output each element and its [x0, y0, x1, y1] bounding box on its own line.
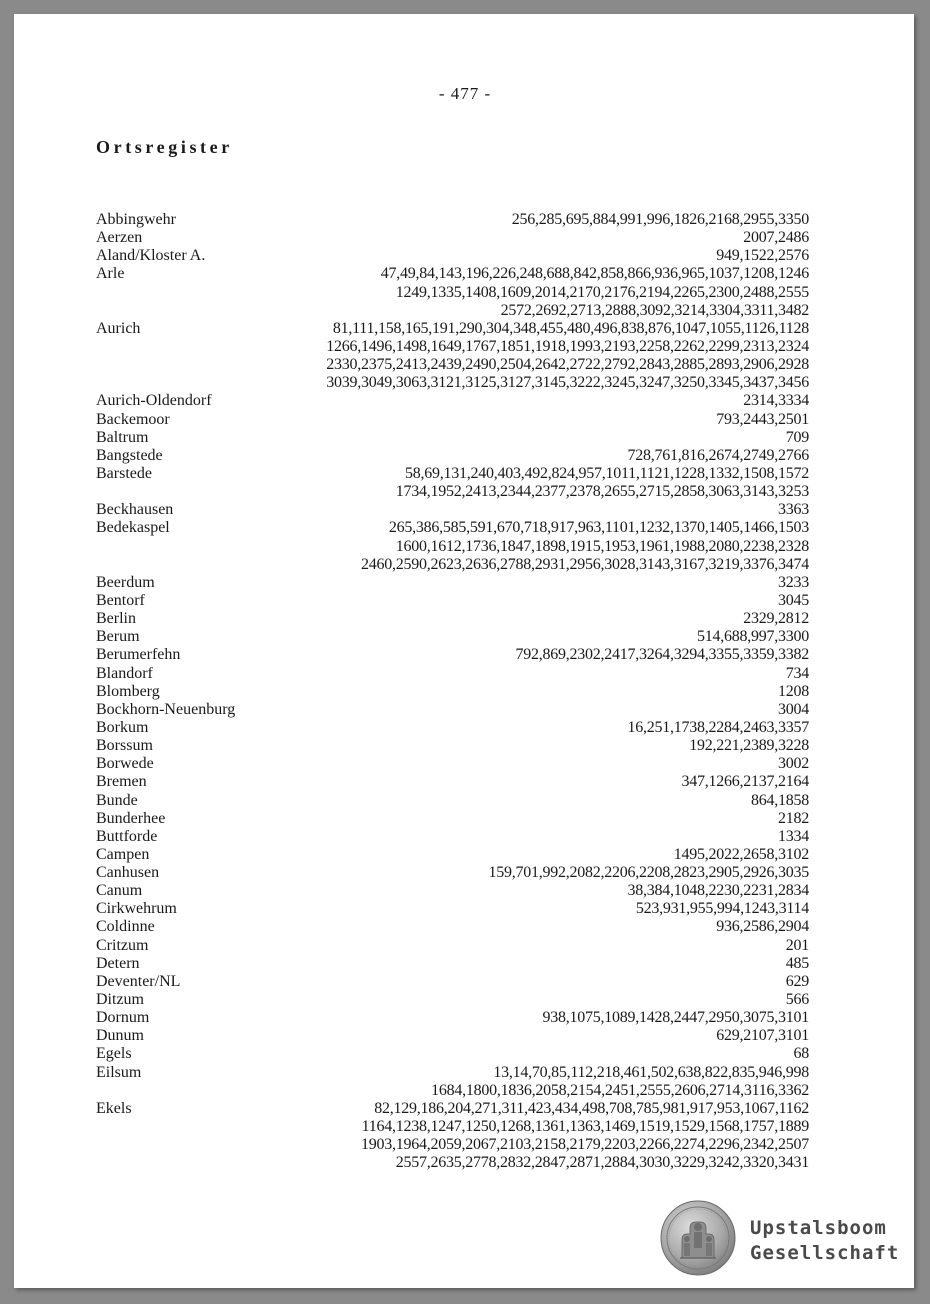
page-reference-line: 3002: [778, 755, 809, 773]
page-reference-line: 2557,2635,2778,2832,2847,2871,2884,3030,3229,3242,3320,3431: [395, 1154, 809, 1172]
place-name: Aland/Kloster A.: [96, 247, 206, 265]
register-entry: [96, 610, 809, 628]
place-name: Eilsum: [96, 1063, 142, 1081]
register-entry: [96, 411, 809, 429]
page-reference-line: 1164,1238,1247,1250,1268,1361,1363,1469,1519,1529,1568,1757,1889: [361, 1118, 809, 1136]
page-reference-line: 949,1522,2576: [716, 247, 809, 265]
place-name: Backemoor: [96, 410, 170, 428]
register-entry: [96, 320, 809, 393]
page-reference-line: 2330,2375,2413,2439,2490,2504,2642,2722,2792,2843,2885,2893,2906,2928: [326, 356, 809, 374]
register-entry: [96, 701, 809, 719]
page-references: [96, 265, 809, 319]
place-name: Beckhausen: [96, 501, 174, 519]
place-name: Borkum: [96, 718, 149, 736]
page-references: [96, 828, 809, 846]
place-name: Canhusen: [96, 864, 160, 882]
page-references: [96, 810, 809, 828]
page-references: [96, 864, 809, 882]
page-reference-line: 1249,1335,1408,1609,2014,2170,2176,2194,2265,2300,2488,2555: [395, 283, 809, 301]
page-references: [96, 665, 809, 683]
place-name: Coldinne: [96, 918, 155, 936]
register-entry: [96, 810, 809, 828]
page-reference-line: 514,688,997,3300: [697, 628, 809, 646]
page-references: [96, 773, 809, 791]
page-reference-line: 1208: [778, 682, 809, 700]
page-reference-line: 2314,3334: [743, 392, 809, 410]
page-references: [96, 519, 809, 573]
page-references: [96, 574, 809, 592]
register-entry: [96, 1064, 809, 1100]
register-entry: [96, 683, 809, 701]
page-reference-line: 58,69,131,240,403,492,824,957,1011,1121,1228,1332,1508,1572: [404, 464, 809, 482]
register-entry: [96, 737, 809, 755]
page-references: [96, 628, 809, 646]
page-references: [96, 991, 809, 1009]
place-name: Bockhorn-Neuenburg: [96, 700, 236, 718]
place-name: Bremen: [96, 773, 147, 791]
page-reference-line: 1334: [778, 827, 809, 845]
place-name: Aurich-Oldendorf: [96, 392, 212, 410]
page-reference-line: 159,701,992,2082,2206,2208,2823,2905,2926,3035: [488, 864, 809, 882]
page-reference-line: 485: [785, 954, 809, 972]
page-reference-line: 792,869,2302,2417,3264,3294,3355,3359,3382: [515, 646, 809, 664]
place-name: Bunde: [96, 791, 138, 809]
page-reference-line: 734: [785, 664, 809, 682]
place-name: Berlin: [96, 610, 136, 628]
page-references: [96, 320, 809, 393]
page-references: [96, 973, 809, 991]
page-reference-line: 2572,2692,2713,2888,3092,3214,3304,3311,3482: [500, 301, 809, 319]
page-reference-line: 566: [785, 991, 809, 1009]
register-entry: [96, 265, 809, 319]
page-reference-line: 938,1075,1089,1428,2447,2950,3075,3101: [542, 1009, 809, 1027]
page-references: [96, 937, 809, 955]
page-reference-line: 728,761,816,2674,2749,2766: [627, 446, 809, 464]
page-reference-line: 16,251,1738,2284,2463,3357: [627, 718, 809, 736]
page-reference-line: 82,129,186,204,271,311,423,434,498,708,785,981,917,953,1067,1162: [374, 1099, 809, 1117]
place-name: Egels: [96, 1045, 132, 1063]
place-name: Critzum: [96, 936, 149, 954]
register-entry: [96, 465, 809, 501]
page-references: [96, 465, 809, 501]
page-reference-line: 3233: [778, 573, 809, 591]
register-entry: [96, 1045, 809, 1063]
page-reference-line: 347,1266,2137,2164: [681, 773, 809, 791]
register-entry: [96, 900, 809, 918]
page-reference-line: 1600,1612,1736,1847,1898,1915,1953,1961,1988,2080,2238,2328: [395, 537, 809, 555]
register-entry: [96, 1009, 809, 1027]
page-references: [96, 918, 809, 936]
register-heading: Ortsregister: [96, 137, 233, 157]
page-reference-line: 709: [785, 428, 809, 446]
register-entry: [96, 1027, 809, 1045]
register-entry: [96, 937, 809, 955]
place-name: Bedekaspel: [96, 519, 170, 537]
page-references: [96, 211, 809, 229]
page-reference-line: 2007,2486: [743, 229, 809, 247]
page-reference-line: 629: [785, 972, 809, 990]
register-entry: [96, 719, 809, 737]
register-entry: [96, 1100, 809, 1173]
page-reference-line: 1266,1496,1498,1649,1767,1851,1918,1993,2193,2258,2262,2299,2313,2324: [326, 337, 809, 355]
place-name: Ekels: [96, 1099, 132, 1117]
place-name: Cirkwehrum: [96, 900, 177, 918]
society-name-line1: Upstalsboom: [750, 1217, 887, 1239]
place-name: Detern: [96, 954, 140, 972]
page-references: [96, 900, 809, 918]
page-references: [96, 411, 809, 429]
page-reference-line: 201: [785, 936, 809, 954]
page-reference-line: 3004: [778, 700, 809, 718]
place-name: Berumerfehn: [96, 646, 181, 664]
page-references: [96, 646, 809, 664]
page-references: [96, 1009, 809, 1027]
place-name: Arle: [96, 265, 125, 283]
page-reference-line: 2460,2590,2623,2636,2788,2931,2956,3028,3143,3167,3219,3376,3474: [361, 555, 809, 573]
register-entry: [96, 447, 809, 465]
place-name: Blomberg: [96, 682, 160, 700]
place-name: Bunderhee: [96, 809, 166, 827]
register-entry: [96, 991, 809, 1009]
page-reference-line: 256,285,695,884,991,996,1826,2168,2955,3350: [511, 211, 809, 228]
place-name: Borssum: [96, 737, 153, 755]
page-references: [96, 792, 809, 810]
register-entry: [96, 247, 809, 265]
page-number: - 477 -: [438, 84, 492, 103]
place-name: Ditzum: [96, 991, 144, 1009]
page-references: [96, 1100, 809, 1173]
society-seal-icon: [660, 1200, 736, 1276]
page-references: [96, 1064, 809, 1100]
place-name: Canum: [96, 882, 143, 900]
society-name-line2: Gesellschaft: [750, 1242, 900, 1264]
page-reference-line: 1734,1952,2413,2344,2377,2378,2655,2715,2858,3063,3143,3253: [395, 483, 809, 501]
page-reference-line: 523,931,955,994,1243,3114: [635, 900, 809, 918]
register-entry: [96, 574, 809, 592]
register-entry: [96, 773, 809, 791]
page-reference-line: 793,2443,2501: [716, 410, 809, 428]
page-references: [96, 429, 809, 447]
register-entry: [96, 846, 809, 864]
place-name: Blandorf: [96, 664, 153, 682]
place-name: Berum: [96, 628, 140, 646]
place-name: Bentorf: [96, 591, 145, 609]
page-reference-line: 1495,2022,2658,3102: [673, 845, 809, 863]
page-reference-line: 3363: [778, 501, 809, 519]
page-reference-line: 2329,2812: [743, 610, 809, 628]
page-references: [96, 1045, 809, 1063]
place-name: Deventer/NL: [96, 972, 181, 990]
place-name: Borwede: [96, 755, 154, 773]
page-reference-line: 265,386,585,591,670,718,917,963,1101,1232,1370,1405,1466,1503: [388, 519, 809, 537]
society-footer: [660, 1200, 910, 1276]
register-entry: [96, 973, 809, 991]
register-entry: [96, 646, 809, 664]
place-name: Aerzen: [96, 229, 143, 247]
register-entry: [96, 592, 809, 610]
page-reference-line: 47,49,84,143,196,226,248,688,842,858,866,936,965,1037,1208,1246: [380, 265, 809, 283]
page-references: [96, 1027, 809, 1045]
page-reference-line: 3039,3049,3063,3121,3125,3127,3145,3222,3245,3247,3250,3345,3437,3456: [326, 374, 809, 392]
register-entry: [96, 665, 809, 683]
register-entry: [96, 792, 809, 810]
page-references: [96, 882, 809, 900]
register-entry: [96, 955, 809, 973]
place-register: [96, 211, 809, 1172]
page-references: [96, 501, 809, 519]
page-references: [96, 610, 809, 628]
page-reference-line: 68: [793, 1045, 809, 1063]
place-name: Buttforde: [96, 827, 158, 845]
register-entry: [96, 864, 809, 882]
page-references: [96, 719, 809, 737]
page-reference-line: 864,1858: [751, 791, 809, 809]
page-references: [96, 447, 809, 465]
page-references: [96, 755, 809, 773]
register-entry: [96, 392, 809, 410]
register-entry: [96, 882, 809, 900]
register-entry: [96, 229, 809, 247]
page-reference-line: 2182: [778, 809, 809, 827]
page-reference-line: 936,2586,2904: [716, 918, 809, 936]
register-entry: [96, 519, 809, 573]
register-entry: [96, 918, 809, 936]
register-entry: [96, 429, 809, 447]
page-references: [96, 683, 809, 701]
place-name: Bangstede: [96, 446, 163, 464]
page-reference-line: 1684,1800,1836,2058,2154,2451,2555,2606,2714,3116,3362: [431, 1081, 809, 1099]
society-name: [750, 1216, 899, 1266]
register-entry: [96, 211, 809, 229]
page-references: [96, 592, 809, 610]
page-reference-line: 3045: [778, 591, 809, 609]
place-name: Dornum: [96, 1009, 150, 1027]
page-reference-line: 81,111,158,165,191,290,304,348,455,480,496,838,876,1047,1055,1126,1128: [332, 319, 809, 337]
page-references: [96, 846, 809, 864]
page-reference-line: 629,2107,3101: [716, 1027, 809, 1045]
place-name: Baltrum: [96, 428, 149, 446]
page-reference-line: 192,221,2389,3228: [689, 737, 809, 755]
page-references: [96, 955, 809, 973]
register-entry: [96, 755, 809, 773]
place-name: Campen: [96, 845, 150, 863]
page-references: [96, 737, 809, 755]
place-name: Dunum: [96, 1027, 144, 1045]
register-entry: [96, 501, 809, 519]
register-entry: [96, 628, 809, 646]
place-name: Abbingwehr: [96, 211, 176, 228]
place-name: Aurich: [96, 319, 141, 337]
register-entry: [96, 828, 809, 846]
page-reference-line: 13,14,70,85,112,218,461,502,638,822,835,946,998: [493, 1063, 809, 1081]
place-name: Barstede: [96, 464, 152, 482]
place-name: Beerdum: [96, 573, 155, 591]
page-references: [96, 229, 809, 247]
page-reference-line: 38,384,1048,2230,2231,2834: [627, 882, 809, 900]
page-reference-line: 1903,1964,2059,2067,2103,2158,2179,2203,2266,2274,2296,2342,2507: [361, 1136, 809, 1154]
